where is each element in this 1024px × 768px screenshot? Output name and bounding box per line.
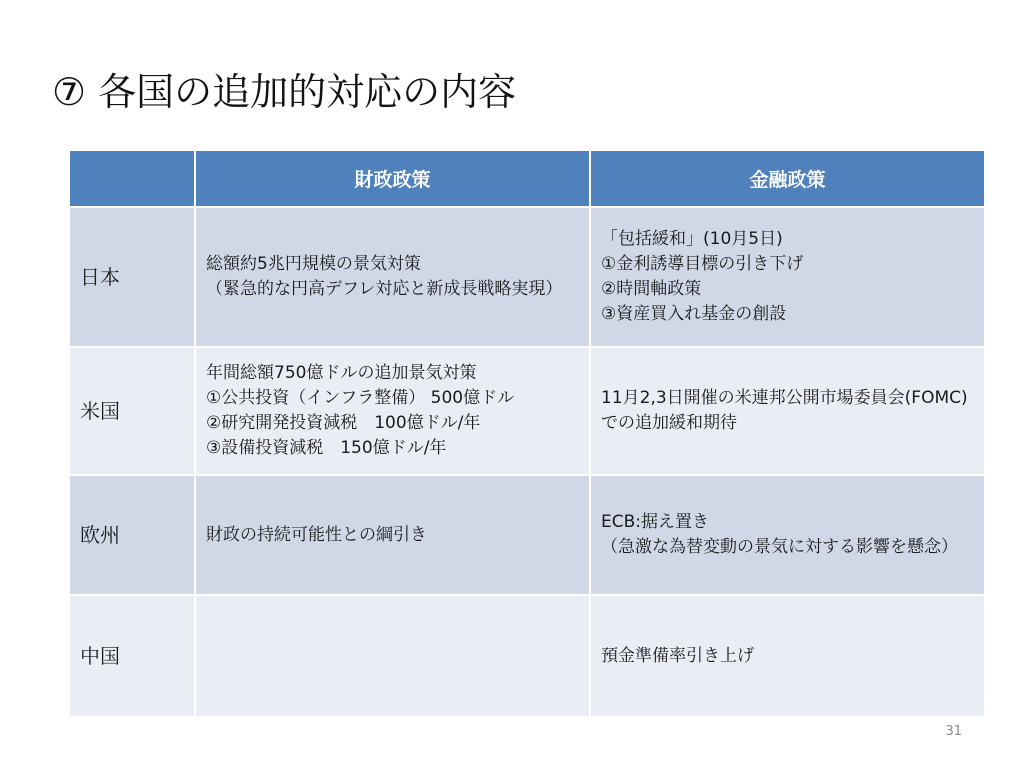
cell-text: ③資産買入れ基金の創設	[601, 304, 787, 324]
cell-text: 年間総額750億ドルの追加景気対策	[206, 363, 477, 383]
cell-text: ②時間軸政策	[601, 279, 702, 299]
fiscal-cell	[195, 475, 590, 595]
header-fiscal-policy: 財政政策	[195, 150, 590, 207]
page-number: 31	[945, 724, 962, 739]
policy-table	[68, 149, 986, 718]
slide-title: ⑦ 各国の追加的対応の内容	[52, 70, 517, 114]
cell-text: ①公共投資（インフラ整備） 500億ドル	[206, 388, 515, 408]
monetary-cell	[590, 207, 985, 347]
region-cell: 欧州	[69, 475, 195, 595]
table-header-row	[69, 150, 985, 207]
cell-text: ③設備投資減税 150億ドル/年	[206, 438, 447, 458]
cell-text: ECB:据え置き	[601, 512, 710, 532]
region-cell: 中国	[69, 595, 195, 717]
cell-text: 11月2,3日開催の米連邦公開市場委員会(FOMC)での追加緩和期待	[601, 388, 968, 433]
region-cell: 米国	[69, 347, 195, 475]
cell-text: ②研究開発投資減税 100億ドル/年	[206, 413, 481, 433]
cell-text: 総額約5兆円規模の景気対策	[206, 254, 421, 274]
table-row	[69, 595, 985, 717]
cell-text: 財政の持続可能性との綱引き	[206, 524, 427, 545]
header-monetary-policy: 金融政策	[590, 150, 985, 207]
cell-text: ①金利誘導目標の引き下げ	[601, 254, 804, 274]
header-region	[69, 150, 195, 207]
cell-text: 預金準備率引き上げ	[601, 645, 754, 666]
table-row	[69, 207, 985, 347]
monetary-cell	[590, 595, 985, 717]
cell-text: （急激な為替変動の景気に対する影響を懸念）	[601, 537, 958, 557]
cell-text: 「包括緩和」(10月5日)	[601, 229, 783, 249]
table-row	[69, 475, 985, 595]
monetary-cell	[590, 475, 985, 595]
monetary-cell	[590, 347, 985, 475]
cell-text: （緊急的な円高デフレ対応と新成長戦略実現）	[206, 279, 563, 299]
fiscal-cell	[195, 595, 590, 717]
region-cell: 日本	[69, 207, 195, 347]
fiscal-cell	[195, 347, 590, 475]
fiscal-cell	[195, 207, 590, 347]
table-row	[69, 347, 985, 475]
